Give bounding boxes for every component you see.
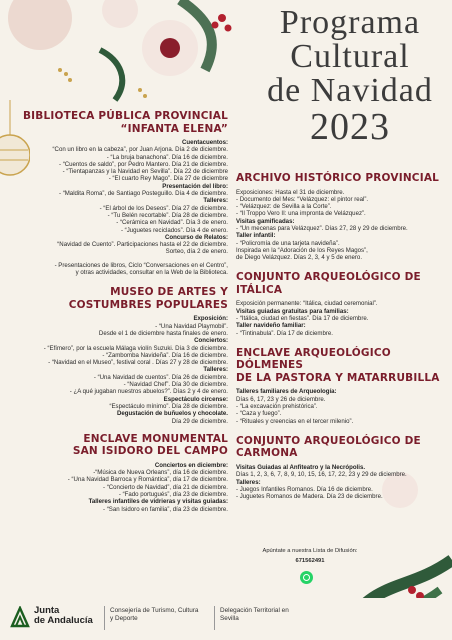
list-item: - “Una Navidad Playmobil”. bbox=[155, 322, 228, 330]
list-item: - “Zambomba Navideña”. Día 16 de diciembre. bbox=[102, 351, 228, 359]
museo-title-1: MUSEO DE ARTES Y bbox=[110, 286, 228, 299]
list-item: - “Velázquez: de Sevilla a la Corte”. bbox=[236, 203, 332, 211]
list-item: - “Cuentos de saldo”, por Pedro Mantero. Día 21 de diciembre. bbox=[58, 160, 228, 168]
floral-decoration bbox=[0, 0, 250, 110]
list-item: Desde el 1 de diciembre hasta finales de enero. bbox=[98, 329, 228, 337]
dolmenes-title-1: ENCLAVE ARQUEOLÓGICO DÓLMENES bbox=[236, 346, 391, 372]
italica-title-1: CONJUNTO ARQUEOLÓGICO DE bbox=[236, 271, 421, 284]
carmona-heading bbox=[236, 435, 442, 460]
list-item: Conciertos en diciembre: bbox=[154, 461, 228, 469]
list-item: Espectáculo circense: bbox=[163, 395, 228, 403]
list-item: Visitas guiadas gratuitas para familias: bbox=[236, 307, 349, 315]
monumental-list bbox=[6, 462, 228, 513]
biblioteca-title-2: “INFANTA ELENA” bbox=[120, 122, 228, 135]
list-item: Inspirada en la “Adoración de los Reyes Magos”, bbox=[236, 246, 368, 254]
list-item: - Juguetes Romanos de Madera. Día 23 de diciembre. bbox=[236, 493, 383, 501]
italica-title-2: ITÁLICA bbox=[236, 283, 283, 296]
list-item: Talleres: bbox=[203, 197, 228, 205]
list-item: - Juegos Infantiles Romanos. Día 16 de diciembre. bbox=[236, 485, 373, 493]
list-item: - “Tu Belén recortable”. Día 28 de diciembre. bbox=[107, 211, 228, 219]
biblioteca-title-1: BIBLIOTECA PÚBLICA PROVINCIAL bbox=[22, 110, 228, 122]
monumental-heading bbox=[6, 433, 228, 458]
list-item: Exposición permanente: “Itálica, ciudad ceremonial”. bbox=[236, 300, 378, 308]
list-item: Presentación del libro: bbox=[162, 182, 228, 190]
title-line-2: Cultural bbox=[290, 38, 410, 75]
contact-text: Apúntate a nuestra Lista de Difusión: bbox=[262, 548, 358, 554]
list-item: - “La bruja banachona”. Día 16 de diciembre. bbox=[106, 153, 228, 161]
list-item: - “Tientapanzas y la Navidad en Sevilla”. Día 22 de diciembre bbox=[62, 168, 228, 176]
list-item: - “Tintinabula”. Día 17 de diciembre. bbox=[236, 329, 333, 337]
footer-delegation bbox=[220, 607, 289, 623]
carmona-title-1: CONJUNTO ARQUEOLÓGICO DE bbox=[236, 434, 421, 447]
list-item: - ¿A qué jugaban nuestros abuelos?”. Días 2 y 4 de enero. bbox=[69, 388, 228, 396]
footer-divider-2 bbox=[214, 606, 215, 630]
list-item: - “Concierto de Navidad”, día 21 de diciembre. bbox=[103, 483, 228, 491]
dolmenes-list bbox=[236, 388, 442, 424]
list-item: Días 6, 17, 23 y 26 de diciembre. bbox=[236, 395, 326, 403]
list-item: -“Música de Nueva Orleans”, día 16 de diciembre. bbox=[93, 469, 228, 477]
list-item: - Documento del Mes: “Velázquez: el pintor real”. bbox=[236, 195, 369, 203]
list-item: Día 29 de diciembre. bbox=[171, 417, 228, 425]
list-item: “Con un libro en la cabeza”, por Juan Arjona. Día 2 de diciembre. bbox=[52, 146, 228, 154]
list-item: Taller navideño familiar: bbox=[236, 322, 306, 330]
list-item: - “Cerámica en Navidad”. Día 3 de enero. bbox=[116, 219, 228, 227]
museo-title-2: COSTUMBRES POPULARES bbox=[68, 298, 228, 311]
whatsapp-icon[interactable] bbox=[300, 571, 313, 584]
footer-department bbox=[110, 607, 198, 623]
biblioteca-list bbox=[6, 139, 228, 276]
list-item: - Presentaciones de libros, Ciclo “Conversaciones en el Centro”, bbox=[54, 261, 228, 269]
list-item: - “La excavación prehistórica”. bbox=[236, 403, 318, 411]
footer bbox=[0, 598, 452, 640]
archivo-list bbox=[236, 189, 442, 262]
title-line-3: de Navidad bbox=[267, 72, 433, 109]
list-item: Visitas gamificadas: bbox=[236, 217, 295, 225]
dolmenes-title-2: DE LA PASTORA Y MATARRUBILLA bbox=[236, 371, 440, 384]
list-item: - “Una Navidad Barroca y Romántica”, día 17 de diciembre. bbox=[67, 476, 228, 484]
list-item: de Diego Velázquez. Días 2, 3, 4 y 5 de enero. bbox=[236, 254, 363, 262]
list-item: - “Maldita Roma”, de Santiago Posteguillo. Día 4 de diciembre. bbox=[58, 190, 228, 198]
list-item: - “Policromía de una tarjeta navideña”. bbox=[236, 239, 340, 247]
list-item: - “San Isidoro en familia”, día 23 de diciembre. bbox=[103, 505, 228, 513]
title-year: 2023 bbox=[310, 106, 390, 148]
carmona-list bbox=[236, 464, 442, 500]
footer-brand bbox=[34, 606, 93, 626]
brand-line-2: de Andalucía bbox=[34, 615, 93, 626]
list-item: - “El árbol de los Deseos”. Día 27 de diciembre. bbox=[99, 204, 228, 212]
list-item: - “Fado portugués”, día 23 de diciembre. bbox=[118, 490, 228, 498]
list-item: “Navidad de Cuento”. Participaciones hasta el 22 de diciembre. bbox=[57, 241, 228, 249]
dolmenes-heading bbox=[236, 347, 442, 385]
list-item: - “Navidad en el Museo”, festival coral . Días 27 y 28 de diciembre. bbox=[48, 359, 228, 367]
list-item: Cuentacuentos: bbox=[181, 139, 228, 146]
archivo-heading: ARCHIVO HISTÓRICO PROVINCIAL bbox=[236, 172, 440, 184]
list-item: Concurso de Relatos: bbox=[165, 233, 228, 241]
italica-heading bbox=[236, 271, 442, 296]
italica-list bbox=[236, 300, 442, 336]
list-item: - “Un mecenas para Velázquez”. Días 27, 28 y 29 de diciembre. bbox=[236, 224, 408, 232]
list-item: y otras actividades, consultar en la Web de la Biblioteca. bbox=[75, 269, 228, 277]
junta-andalucia-logo-icon bbox=[10, 606, 30, 628]
list-item: - “Una Navidad de cuentos”. Día 26 de diciembre. bbox=[93, 373, 228, 381]
monumental-title-1: ENCLAVE MONUMENTAL bbox=[83, 432, 228, 445]
carmona-title-2: CARMONA bbox=[236, 447, 298, 460]
contact-block bbox=[250, 548, 370, 565]
museo-list bbox=[6, 315, 228, 424]
list-item: Exposición: bbox=[193, 315, 228, 323]
dept-line-2: y Deporte bbox=[110, 615, 138, 622]
footer-divider bbox=[104, 606, 105, 630]
list-item: Conciertos: bbox=[194, 337, 228, 345]
list-item: - “Navidad Chef”. Día 30 de diciembre. bbox=[123, 381, 228, 389]
list-item: Exposiciones: Hasta el 31 de diciembre. bbox=[236, 188, 345, 196]
title-line-1: Programa bbox=[279, 4, 421, 41]
list-item: - “Il Troppo Vero II: una impronta de Velázquez”. bbox=[236, 210, 366, 218]
right-column bbox=[236, 166, 442, 500]
contact-phone[interactable]: 671562491 bbox=[295, 558, 325, 564]
list-item: - “Juguetes reciclados”. Día 4 de enero. bbox=[120, 226, 228, 234]
list-item: - “El cuarto Rey Mago”. Día 27 de diciembre bbox=[108, 175, 228, 183]
list-item: Talleres: bbox=[236, 478, 261, 486]
program-title bbox=[250, 4, 450, 148]
monumental-title-2: SAN ISIDORO DEL CAMPO bbox=[72, 445, 228, 458]
museo-heading bbox=[6, 286, 228, 311]
list-item: Días 1, 2, 3, 6, 7, 8, 9, 10, 15, 16, 17, 22, 23 y 29 de diciembre. bbox=[236, 471, 407, 479]
list-item: Talleres: bbox=[203, 366, 228, 374]
dept-line-1: Consejería de Turismo, Cultura bbox=[110, 607, 199, 614]
list-item: Degustación de buñuelos y chocolate. bbox=[116, 410, 228, 418]
list-item: - “Rituales y creencias en el tercer milenio”. bbox=[236, 417, 354, 425]
brand-line-1: Junta bbox=[34, 605, 60, 616]
left-column bbox=[6, 104, 228, 513]
list-item: - “Efímero”, por la escuela Málaga violín Suzuki. Día 3 de diciembre. bbox=[43, 344, 228, 352]
list-item: Visitas Guiadas al Anfiteatro y la Necrópolis. bbox=[236, 463, 366, 471]
list-item: Sorteo, día 2 de enero. bbox=[165, 248, 228, 256]
deleg-line-1: Delegación Territorial en bbox=[220, 607, 289, 614]
biblioteca-heading bbox=[6, 110, 228, 135]
list-item: - “Caza y fuego”. bbox=[236, 410, 282, 418]
list-item: Talleres infantiles de vidrieras y visitas guiadas: bbox=[88, 498, 228, 506]
list-item: Taller infantil: bbox=[236, 232, 276, 240]
list-item: - “Itálica, ciudad en fiestas”. Día 17 de diciembre. bbox=[236, 315, 369, 323]
deleg-line-2: Sevilla bbox=[220, 615, 239, 622]
list-item: “Espectáculo mínimo”. Día 28 de diciembre. bbox=[109, 402, 228, 410]
list-item: Talleres familiares de Arqueología: bbox=[236, 388, 337, 396]
